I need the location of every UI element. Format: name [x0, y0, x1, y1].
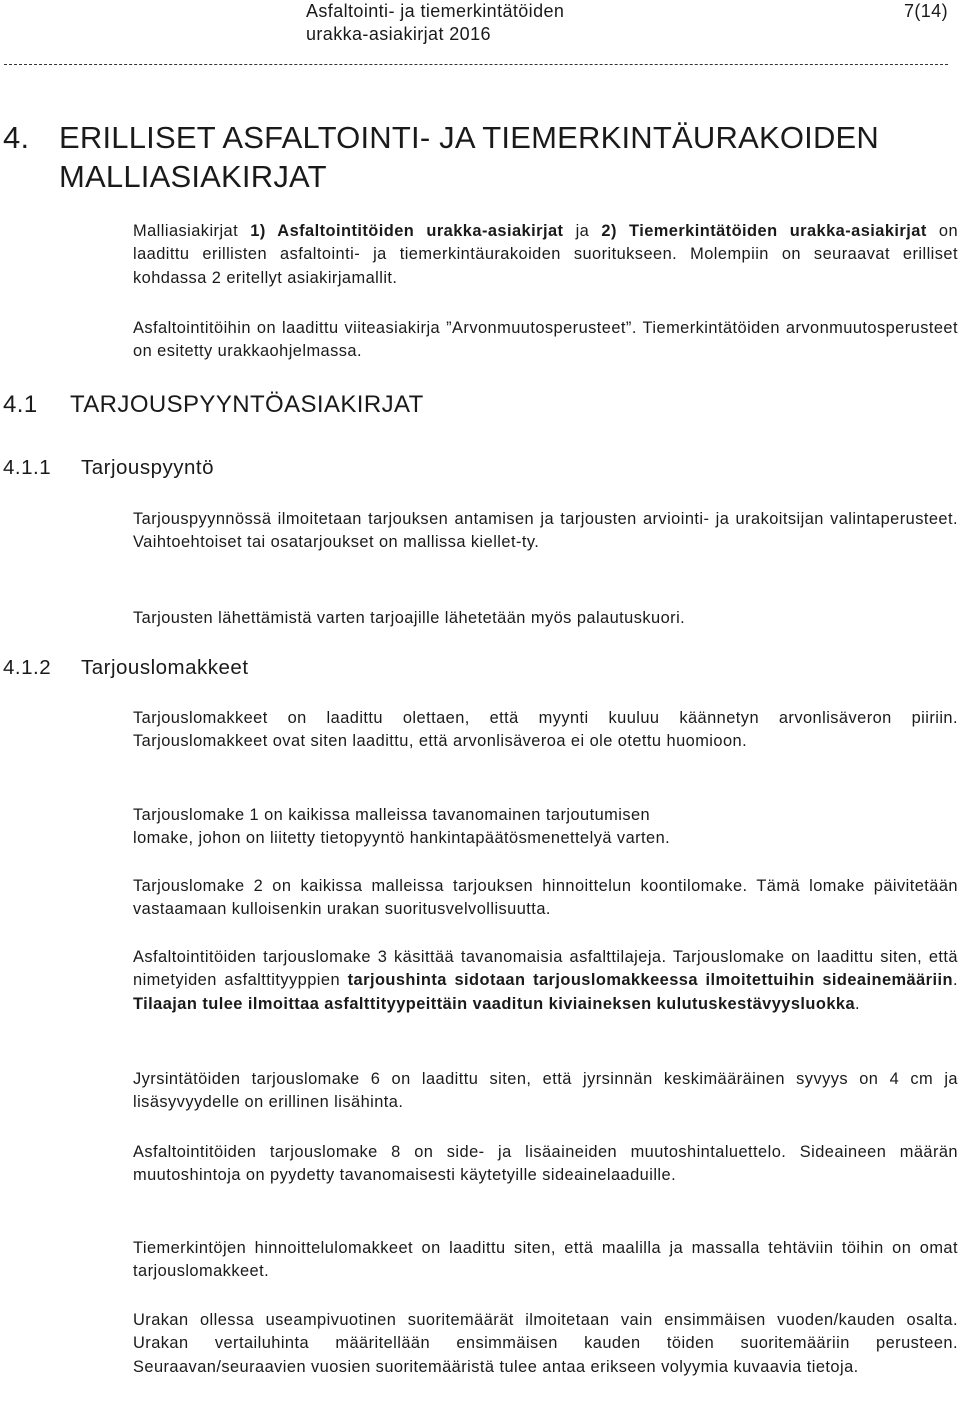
paragraph: Tarjouslomakkeet on laadittu olettaen, että myynti kuuluu käännetyn arvonlisäveron piiriin. Tarjouslomakkeet ovat siten laadittu, että arvonlisäveroa ei ole otettu huomioon.: [133, 709, 958, 751]
header-subtitle: urakka-asiakirjat 2016: [306, 24, 491, 44]
header-divider: [4, 64, 948, 65]
section-4-1-2-p2: [133, 804, 958, 851]
section-number: 4.: [3, 120, 30, 155]
section-4-1-2-p6: [133, 1141, 958, 1188]
section-4-note: [133, 317, 958, 364]
section-4-1-2-p1: [133, 707, 958, 754]
section-4-1-2-p8: [133, 1309, 958, 1379]
paragraph: Tarjouslomake 2 on kaikissa malleissa tarjouksen hinnoittelun koontilomake. Tämä lomake päivitetään vastaamaan kulloisenkin urakan suoritusvelvollisuutta.: [133, 877, 958, 919]
paragraph: Asfaltointitöiden tarjouslomake 8 on side- ja lisäaineiden muutoshintaluettelo. Sideaineen määrän muutoshintoja on pyydetty tavanomaisesti käytetyille sideainelaaduille.: [133, 1143, 958, 1185]
section-4-1-1-p1: [133, 508, 958, 555]
paragraph: Asfaltointitöiden tarjouslomake 3 käsittää tavanomaisia asfalttilajeja. Tarjouslomake on laadittu siten, että nimetyiden asfalttityyppien tarjoushinta sidotaan tarjouslomakkeessa ilmoitettuihin sideainemääriin. Tilaajan tulee ilmoittaa asfalttityypeittäin vaaditun kiviaineksen kulutuskestävyysluokka.: [133, 948, 958, 1013]
section-4-1-1-p2: [133, 607, 958, 630]
paragraph: Tarjousten lähettämistä varten tarjoajille lähetetään myös palautuskuori.: [133, 609, 686, 627]
section-title: Tarjouspyyntö: [81, 456, 214, 479]
section-4-1-2-p3: [133, 875, 958, 922]
paragraph: Urakan ollessa useampivuotinen suoritemäärät ilmoitetaan vain ensimmäisen vuoden/kauden osalta. Urakan vertailuhinta määritellään ensimmäisen kauden töiden suoritemääriin perusteen. Seuraavan/seuraavien vuosien suoritemääristä tulee antaa erikseen volyymia kuvaavia tietoja.: [133, 1311, 958, 1376]
section-number: 4.1.2: [3, 656, 52, 679]
section-title: ERILLISET ASFALTOINTI- JA TIEMERKINTÄURAKOIDEN: [59, 120, 879, 155]
section-number: 4.1: [3, 391, 38, 418]
section-4-1-2-p7: [133, 1237, 958, 1284]
paragraph: Tiemerkintöjen hinnoittelulomakkeet on laadittu siten, että maalilla ja massalla tehtäviin töihin on omat tarjouslomakkeet.: [133, 1239, 958, 1281]
section-4-heading: [3, 118, 879, 196]
section-number: 4.1.1: [3, 456, 52, 479]
section-4-1-2-p4: [133, 946, 958, 1016]
paragraph-line: lomake, johon on liitetty tietopyyntö hankintapäätösmenettelyä varten.: [133, 829, 671, 848]
section-title-cont: MALLIASIAKIRJAT: [59, 159, 327, 194]
section-4-1-2-p5: [133, 1068, 958, 1115]
paragraph-line: Tarjouslomake 1 on kaikissa malleissa tavanomainen tarjoutumisen: [133, 806, 651, 824]
section-4-1-1-heading: [3, 454, 214, 482]
section-4-1-heading: [3, 389, 424, 421]
section-title: TARJOUSPYYNTÖASIAKIRJAT: [70, 391, 424, 418]
header-title: Asfaltointi- ja tiemerkintätöiden: [306, 1, 565, 21]
section-4-1-2-heading: [3, 654, 249, 682]
page-number: 7(14): [903, 1, 948, 21]
paragraph: Jyrsintätöiden tarjouslomake 6 on laadittu siten, että jyrsinnän keskimääräinen syvyys on 4 cm ja lisäsyvyydelle on erillinen lisähinta.: [133, 1070, 958, 1112]
page-header: [306, 0, 952, 46]
paragraph: Malliasiakirjat 1) Asfaltointitöiden urakka-asiakirjat ja 2) Tiemerkintätöiden urakka-asiakirjat on laadittu erillisten asfaltointi- ja tiemerkintäurakoiden suoritukseen. Molempiin on seuraavat erilliset kohdassa 2 eritellyt asiakirjamallit.: [133, 222, 959, 287]
section-title: Tarjouslomakkeet: [81, 656, 249, 679]
section-4-intro: [133, 220, 958, 290]
paragraph: Asfaltointitöihin on laadittu viiteasiakirja ”Arvonmuutosperusteet”. Tiemerkintätöiden arvonmuutosperusteet on esitetty urakkaohjelmassa.: [133, 319, 958, 361]
paragraph: Tarjouspyynnössä ilmoitetaan tarjouksen antamisen ja tarjousten arviointi- ja urakoitsijan valintaperusteet. Vaihtoehtoiset tai osatarjoukset on mallissa kiellet-ty.: [133, 510, 958, 552]
